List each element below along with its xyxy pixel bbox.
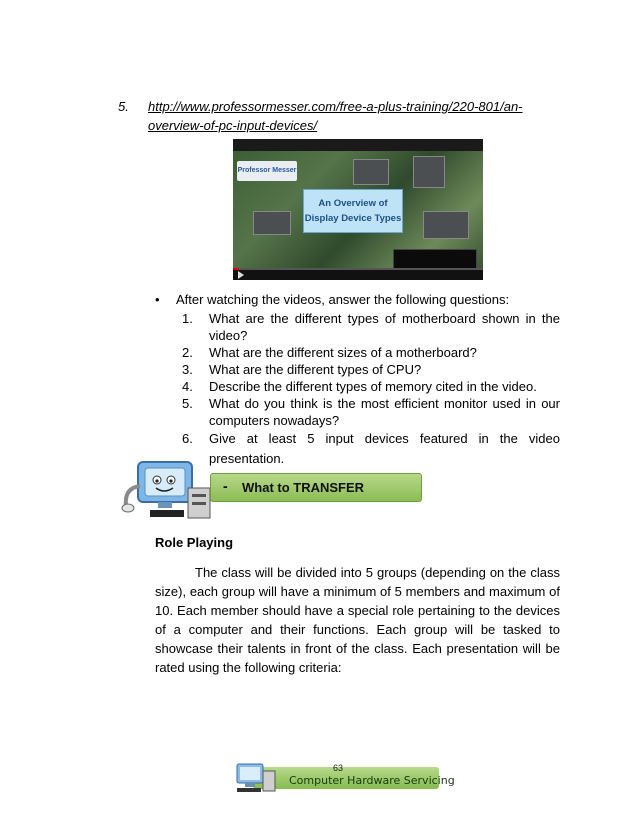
what-to-transfer-banner xyxy=(210,473,422,502)
list-item: 3. What are the different types of CPU? xyxy=(182,362,422,377)
page-number: 63 xyxy=(333,763,344,773)
section-banner xyxy=(118,458,428,520)
banner-label: What to TRANSFER xyxy=(242,480,365,495)
video-controls[interactable] xyxy=(233,268,483,280)
list-item: 6. Give at least 5 input devices featured in the video presentation. xyxy=(182,431,560,466)
play-icon[interactable] xyxy=(238,271,244,279)
section-heading: Role Playing xyxy=(155,535,234,550)
question-list xyxy=(182,310,560,469)
video-title-bar xyxy=(233,139,483,151)
role-playing-paragraph xyxy=(155,563,560,677)
list-item: 2. What are the different sizes of a motherboard? xyxy=(182,345,477,360)
list-item: 4. Describe the different types of memory cited in the video. xyxy=(182,379,537,394)
bullet-icon: • xyxy=(155,292,160,307)
computer-icon xyxy=(233,761,283,795)
banner-dash: - xyxy=(223,478,228,494)
list-item: 1. What are the different types of motherboard shown in the video? xyxy=(182,311,560,343)
computer-mascot-icon xyxy=(118,458,218,520)
video-title-card: An Overview of Display Device Types xyxy=(303,189,403,233)
paragraph-text: The class will be divided into 5 groups (depending on the class size), each group will have a minimum of 5 members and maximum of 10. Each member should have a special role pertaining to the devices of a computer and their functions. Each group will be tasked to showcase their talents in front of the class. Each presentation will be rated using the following criteria: xyxy=(155,565,560,675)
video-thumbnail[interactable] xyxy=(233,139,483,280)
video-credit-box xyxy=(393,249,477,269)
footer-title: Computer Hardware Servicing xyxy=(289,774,455,787)
progress-bar[interactable] xyxy=(233,268,483,270)
page-footer xyxy=(233,761,455,795)
item-number: 5. xyxy=(118,99,129,114)
list-item: 5. What do you think is the most efficient monitor used in our computers nowadays? xyxy=(182,396,560,428)
instruction-text: After watching the videos, answer the following questions: xyxy=(176,292,510,307)
professor-messer-logo: Professor Messer xyxy=(237,161,297,181)
video-link[interactable]: http://www.professormesser.com/free-a-plus-training/220-801/an-overview-of-pc-input-devices/ xyxy=(148,99,523,133)
